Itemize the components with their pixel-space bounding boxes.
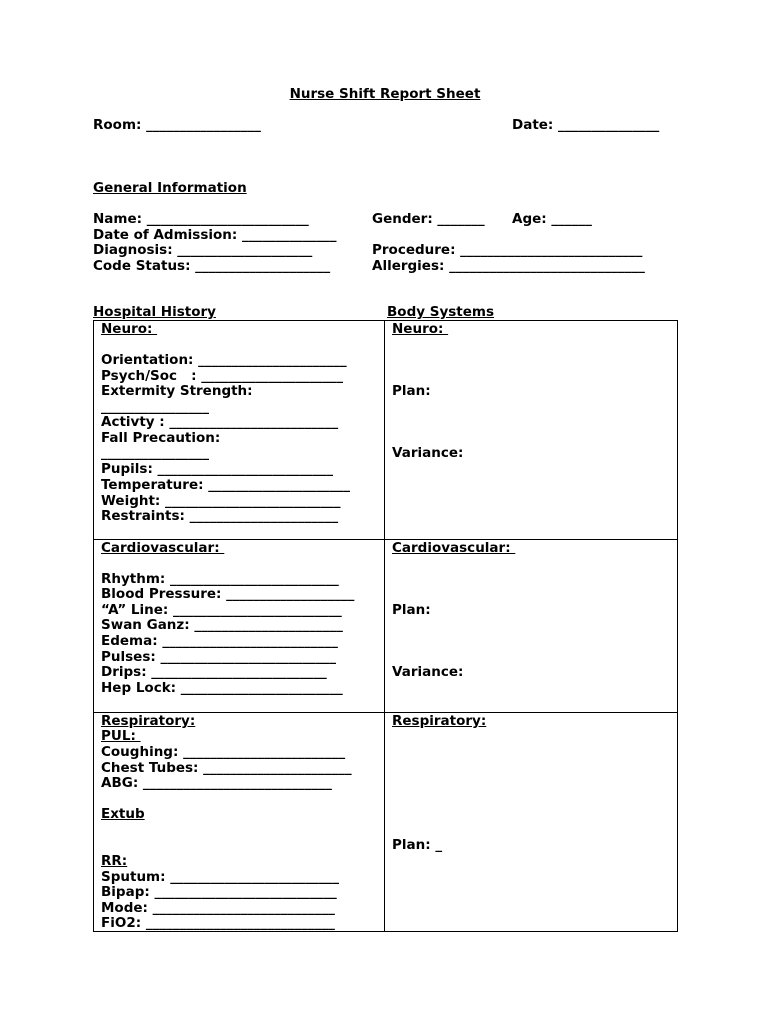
- rr-heading: RR:: [101, 853, 128, 869]
- orientation-field[interactable]: Orientation: ______________________: [101, 352, 347, 368]
- weight-field[interactable]: Weight: __________________________: [101, 493, 341, 509]
- psych-soc-field[interactable]: Psych/Soc : _____________________: [101, 368, 343, 384]
- diagnosis-field[interactable]: Diagnosis: ____________________: [93, 242, 313, 258]
- fall-precaution-field[interactable]: ________________: [101, 445, 209, 461]
- body-systems-heading: Body Systems: [387, 304, 494, 320]
- resp-row: [94, 713, 678, 932]
- coughing-field[interactable]: Coughing: ________________________: [101, 744, 346, 760]
- neuro-plan-label[interactable]: Plan:: [392, 383, 431, 399]
- neuro-variance-label[interactable]: Variance:: [392, 445, 464, 461]
- hospital-history-heading: Hospital History: [93, 304, 216, 320]
- age-field[interactable]: Age: ______: [512, 211, 592, 227]
- rhythm-field[interactable]: Rhythm: _________________________: [101, 571, 339, 587]
- admission-date-field[interactable]: Date of Admission: ______________: [93, 227, 337, 243]
- drips-field[interactable]: Drips: __________________________: [101, 664, 327, 680]
- a-line-field[interactable]: “A” Line: _________________________: [101, 602, 342, 618]
- abg-field[interactable]: ABG: ____________________________: [101, 775, 332, 791]
- cardio-systems-heading: Cardiovascular:: [392, 540, 516, 556]
- procedure-field[interactable]: Procedure: ___________________________: [372, 242, 643, 258]
- name-field[interactable]: Name: ________________________: [93, 211, 309, 227]
- resp-history-cell: [94, 713, 385, 932]
- neuro-systems-cell: [385, 321, 678, 540]
- blood-pressure-field[interactable]: Blood Pressure: ___________________: [101, 586, 355, 602]
- restraints-field[interactable]: Restraints: ______________________: [101, 508, 339, 524]
- hep-lock-field[interactable]: Hep Lock: ________________________: [101, 680, 343, 696]
- neuro-row: [94, 321, 678, 540]
- fall-precaution-label: Fall Precaution:: [101, 430, 221, 446]
- resp-systems-heading: Respiratory:: [392, 713, 487, 729]
- cardio-history-cell: [94, 540, 385, 713]
- general-information-heading: General Information: [93, 180, 247, 196]
- allergies-field[interactable]: Allergies: _____________________________: [372, 258, 645, 274]
- report-table: [93, 320, 678, 932]
- extremity-strength-label: Extermity Strength:: [101, 383, 253, 399]
- room-field[interactable]: Room: _________________: [93, 117, 261, 133]
- gender-field[interactable]: Gender: _______: [372, 211, 485, 227]
- cardio-systems-cell: [385, 540, 678, 713]
- chest-tubes-field[interactable]: Chest Tubes: ______________________: [101, 760, 352, 776]
- code-status-field[interactable]: Code Status: ____________________: [93, 258, 331, 274]
- resp-history-heading: Respiratory:: [101, 713, 196, 729]
- fio2-field[interactable]: FiO2: ____________________________: [101, 915, 335, 931]
- date-field[interactable]: Date: _______________: [512, 117, 660, 133]
- resp-systems-cell: [385, 713, 678, 932]
- neuro-history-heading: Neuro:: [101, 321, 158, 337]
- neuro-history-cell: [94, 321, 385, 540]
- document-title: Nurse Shift Report Sheet: [289, 86, 481, 102]
- neuro-systems-heading: Neuro:: [392, 321, 449, 337]
- pul-heading: PUL:: [101, 728, 141, 744]
- temperature-field[interactable]: Temperature: _____________________: [101, 477, 350, 493]
- mode-field[interactable]: Mode: ___________________________: [101, 900, 335, 916]
- activity-field[interactable]: Activty : _________________________: [101, 414, 339, 430]
- sputum-field[interactable]: Sputum: _________________________: [101, 869, 339, 885]
- resp-plan-label[interactable]: Plan: _: [392, 837, 443, 853]
- extub-heading: Extub: [101, 806, 145, 822]
- swan-ganz-field[interactable]: Swan Ganz: ______________________: [101, 617, 343, 633]
- pupils-field[interactable]: Pupils: __________________________: [101, 461, 334, 477]
- cardio-variance-label[interactable]: Variance:: [392, 664, 464, 680]
- cardio-history-heading: Cardiovascular:: [101, 540, 225, 556]
- extremity-strength-field[interactable]: ________________: [101, 399, 209, 415]
- pulses-field[interactable]: Pulses: __________________________: [101, 649, 336, 665]
- cardio-row: [94, 540, 678, 713]
- bipap-field[interactable]: Bipap: ___________________________: [101, 884, 337, 900]
- cardio-plan-label[interactable]: Plan:: [392, 602, 431, 618]
- edema-field[interactable]: Edema: __________________________: [101, 633, 338, 649]
